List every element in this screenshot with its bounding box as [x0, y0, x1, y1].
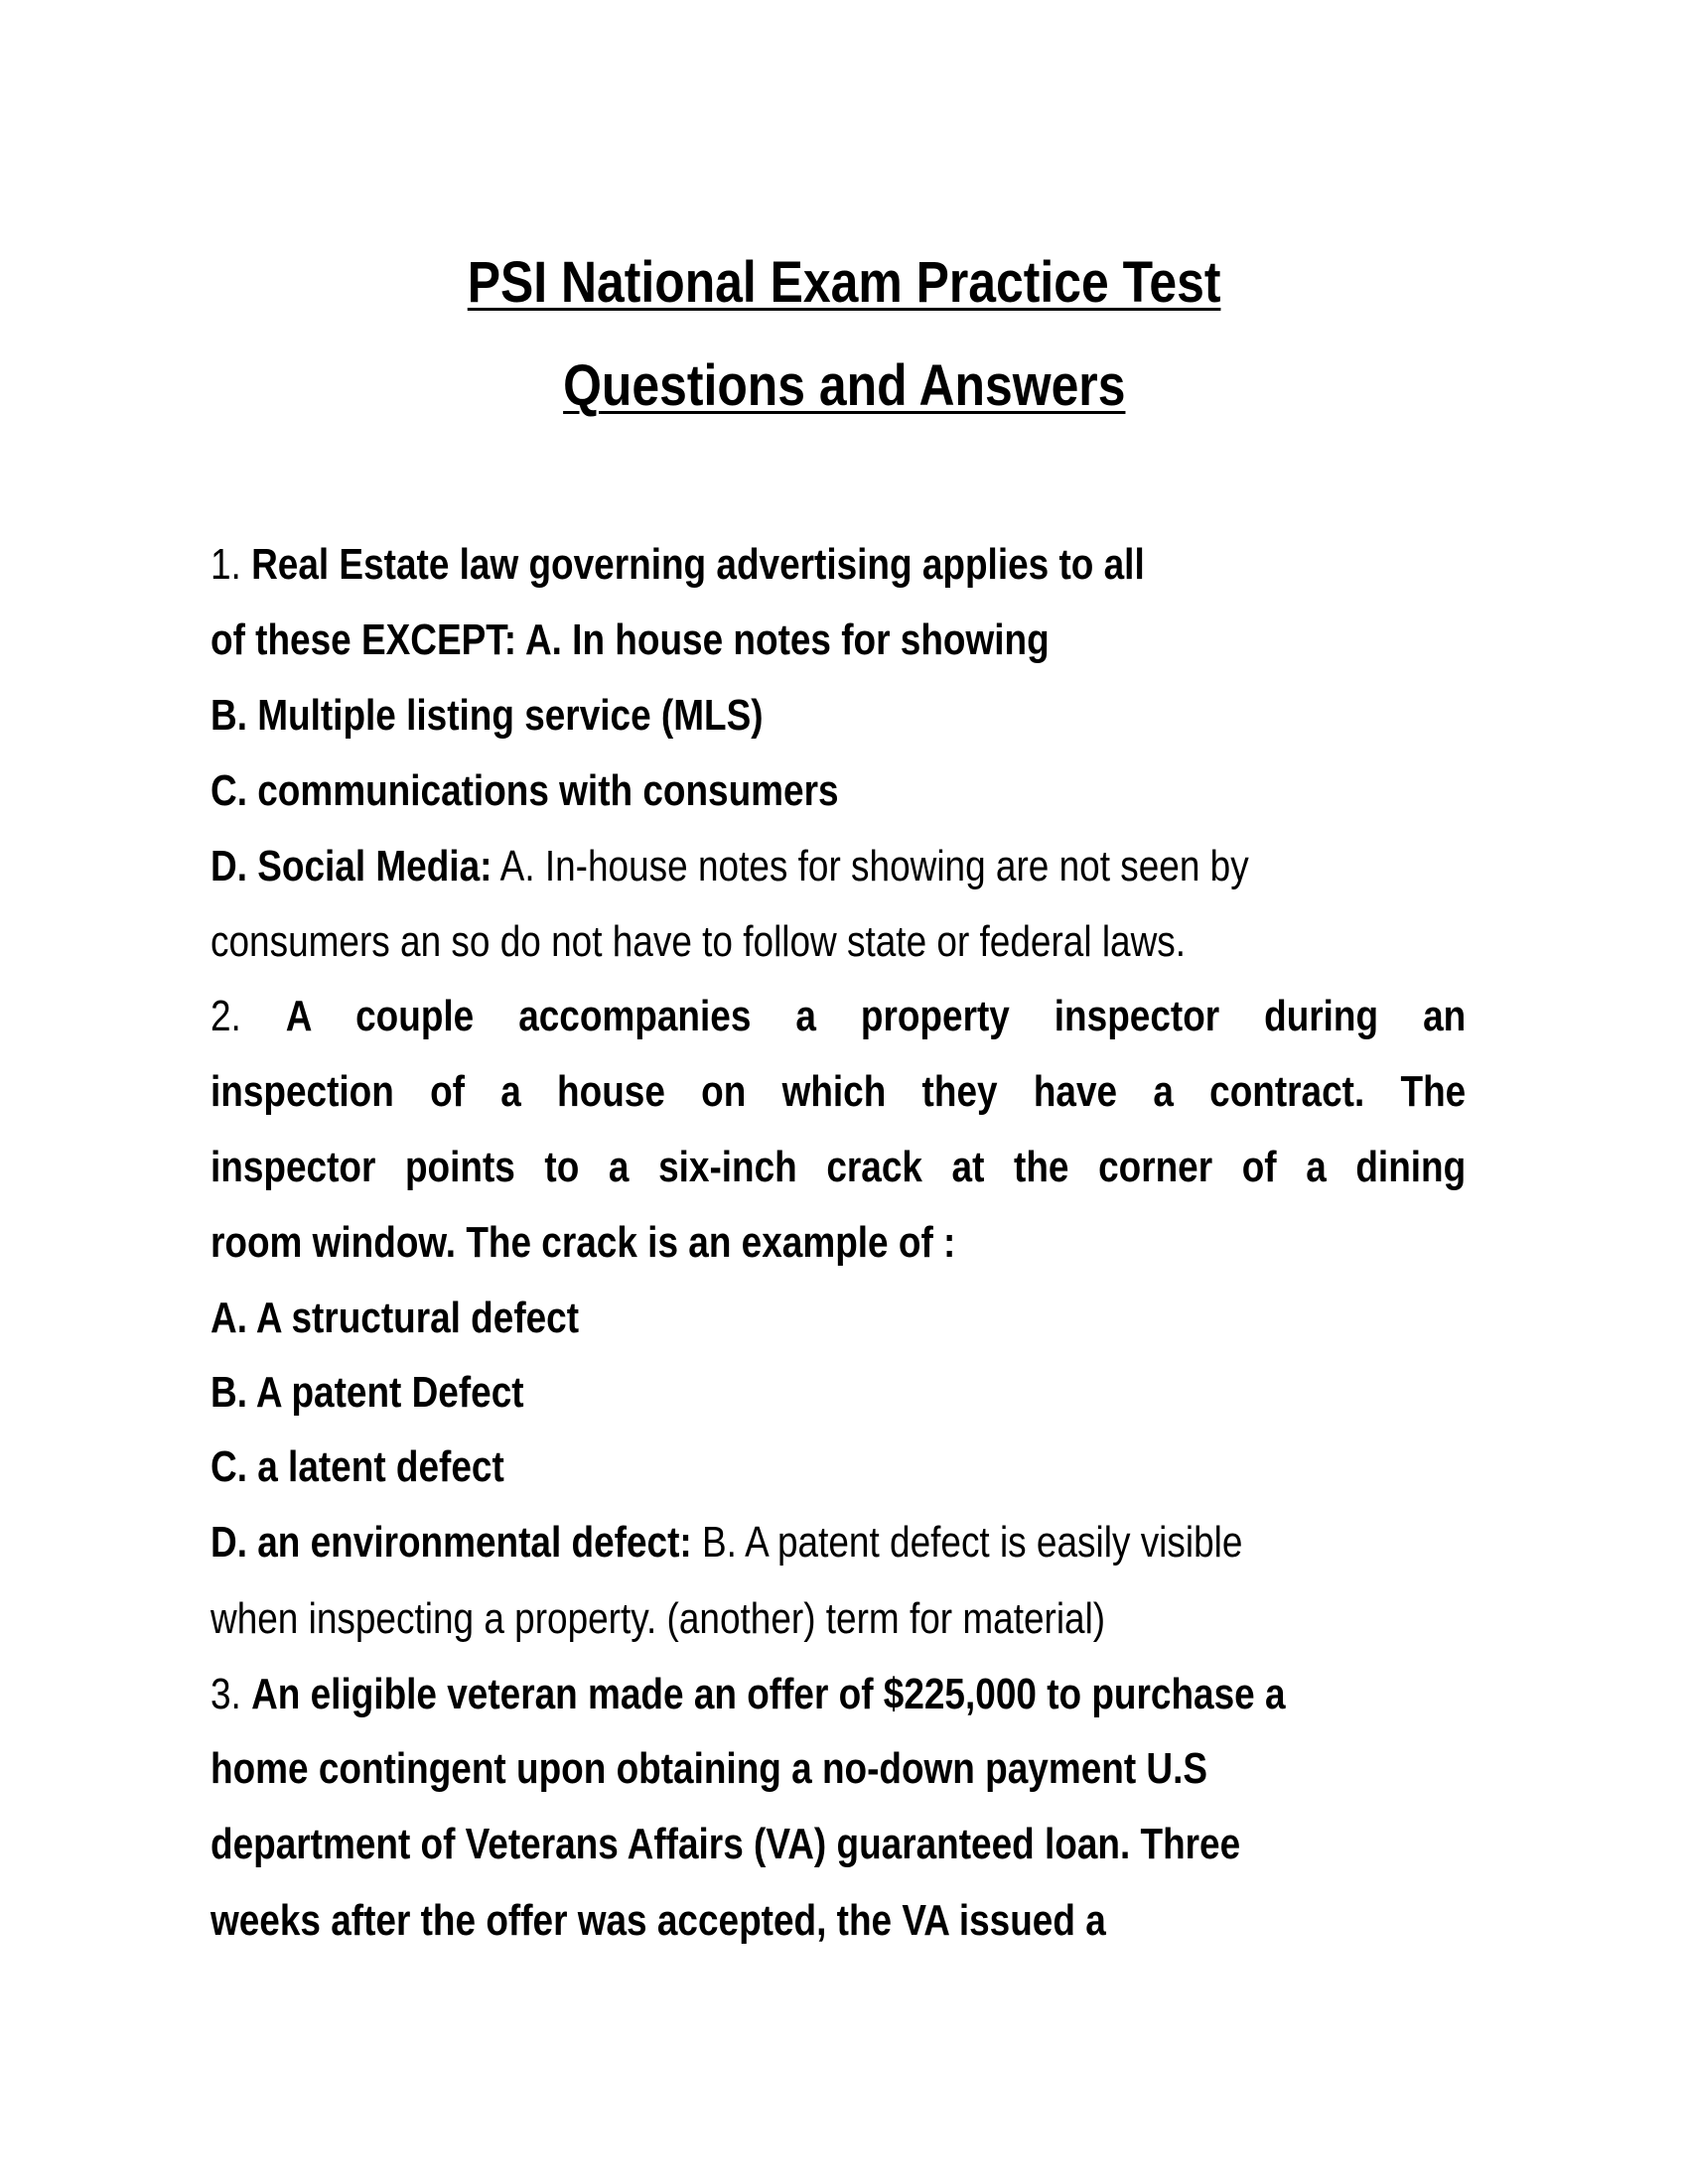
question-2-line	[211, 1138, 1466, 1197]
option-text: B. A patent Defect	[211, 1368, 524, 1417]
question-text: An eligible veteran made an offer of $225,000 to purchase a	[251, 1670, 1286, 1718]
answer-line	[211, 1589, 1105, 1649]
title-text: PSI National Exam Practice Test	[467, 250, 1221, 315]
question-text: A couple accompanies a property inspector during an	[285, 992, 1467, 1040]
question-text: department of Veterans Affairs (VA) guaranteed loan. Three	[211, 1820, 1241, 1868]
question-text: of these EXCEPT: A. In house notes for showing	[211, 615, 1050, 664]
option-d-answer	[211, 837, 1249, 896]
title-text: Questions and Answers	[562, 353, 1126, 418]
option-text: A. A structural defect	[211, 1294, 580, 1342]
question-2-line	[211, 987, 1466, 1046]
question-3-line	[211, 1891, 1106, 1951]
page-title-line-1	[0, 248, 1688, 318]
question-number: 2.	[211, 992, 286, 1040]
question-text: home contingent upon obtaining a no-down payment U.S	[211, 1744, 1208, 1793]
option-b	[211, 1363, 524, 1423]
option-c	[211, 761, 839, 821]
option-text: C. communications with consumers	[211, 766, 839, 815]
option-text: B. Multiple listing service (MLS)	[211, 691, 764, 740]
question-number: 1.	[211, 540, 252, 589]
question-2-line	[211, 1213, 955, 1273]
question-text: inspector points to a six-inch crack at the corner of a dining	[211, 1143, 1467, 1191]
answer-text: consumers an so do not have to follow state or federal laws.	[211, 917, 1187, 966]
question-text: Real Estate law governing advertising applies to all	[251, 540, 1145, 589]
question-text: inspection of a house on which they have a contract. The	[211, 1067, 1467, 1116]
answer-text: A. In-house notes for showing are not seen by	[492, 842, 1249, 890]
question-text: weeks after the offer was accepted, the VA issued a	[211, 1896, 1106, 1945]
option-d-answer	[211, 1513, 1242, 1572]
option-text: D. Social Media:	[211, 842, 492, 890]
option-a	[211, 1289, 579, 1348]
option-b	[211, 686, 764, 746]
question-1-line	[211, 535, 1145, 595]
answer-text: B. A patent defect is easily visible	[691, 1518, 1243, 1567]
question-1-line	[211, 611, 1050, 670]
option-text: C. a latent defect	[211, 1442, 504, 1491]
answer-line	[211, 912, 1186, 972]
page-title-line-2	[0, 351, 1688, 421]
question-3-line	[211, 1815, 1240, 1874]
question-3-line	[211, 1739, 1207, 1799]
answer-text: when inspecting a property. (another) term for material)	[211, 1594, 1106, 1643]
question-3-line	[211, 1665, 1286, 1724]
option-c	[211, 1437, 504, 1497]
option-text: D. an environmental defect:	[211, 1518, 692, 1567]
question-number: 3.	[211, 1670, 252, 1718]
question-2-line	[211, 1062, 1466, 1122]
question-text: room window. The crack is an example of :	[211, 1218, 956, 1267]
